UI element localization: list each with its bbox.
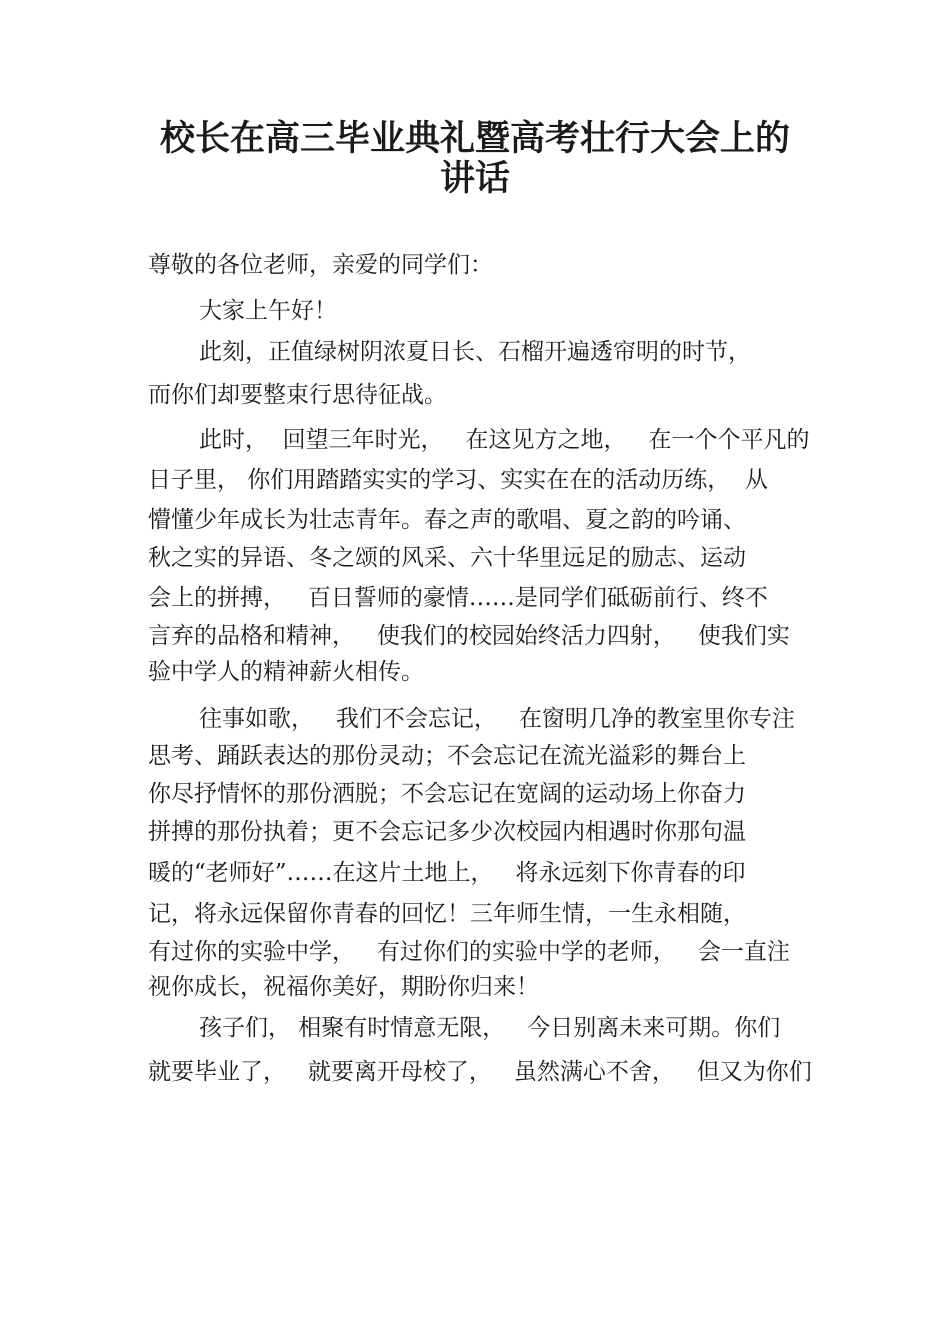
paragraph-line: 验中学人的精神薪火相传。: [148, 659, 424, 685]
document-title-line-1: 校长在高三毕业典礼暨高考壮行大会上的: [159, 119, 790, 159]
paragraph-line: 此时， 回望三年时光， 在这见方之地， 在一个个平凡的: [199, 427, 810, 453]
paragraph-line: 思考、踊跃表达的那份灵动；不会忘记在流光溢彩的舞台上: [148, 743, 746, 769]
paragraph-line: 而你们却要整束行思待征战。: [148, 382, 447, 408]
paragraph-line: 孩子们， 相聚有时情意无限， 今日别离未来可期。你们: [199, 1015, 781, 1041]
paragraph-line: 你尽抒情怀的那份洒脱；不会忘记在宽阔的运动场上你奋力: [148, 781, 746, 807]
greeting: 大家上午好！: [199, 298, 337, 324]
paragraph-line: 此刻，正值绿树阴浓夏日长、石榴开遍透帘明的时节，: [199, 339, 751, 365]
paragraph-line: 往事如歌， 我们不会忘记， 在窗明几净的教室里你专注: [199, 706, 795, 732]
paragraph-line: 秋之实的异语、冬之颂的风采、六十华里远足的励志、运动: [148, 545, 746, 571]
paragraph-line: 有过你的实验中学， 有过你们的实验中学的老师， 会一直注: [148, 939, 790, 965]
paragraph-line: 懵懂少年成长为壮志青年。春之声的歌唱、夏之韵的吟诵、: [148, 507, 746, 533]
paragraph-line: 视你成长，祝福你美好，期盼你归来！: [148, 974, 539, 1000]
paragraph-line: 暖的“老师好”……在这片土地上， 将永远刻下你青春的印: [148, 860, 746, 886]
document-title-line-2: 讲话: [439, 159, 510, 199]
paragraph-line: 就要毕业了， 就要离开母校了， 虽然满心不舍， 但又为你们: [148, 1059, 812, 1085]
paragraph-line: 日子里， 你们用踏踏实实的学习、实实在在的活动历练， 从: [148, 467, 768, 493]
salutation: 尊敬的各位老师，亲爱的同学们：: [148, 252, 493, 278]
paragraph-line: 会上的拼搏， 百日誓师的豪情……是同学们砥砺前行、终不: [148, 585, 768, 611]
paragraph-line: 言弃的品格和精神， 使我们的校园始终活力四射， 使我们实: [148, 623, 790, 649]
paragraph-line: 拼搏的那份执着；更不会忘记多少次校园内相遇时你那句温: [148, 819, 746, 845]
paragraph-line: 记，将永远保留你青春的回忆！三年师生情，一生永相随，: [148, 901, 746, 927]
